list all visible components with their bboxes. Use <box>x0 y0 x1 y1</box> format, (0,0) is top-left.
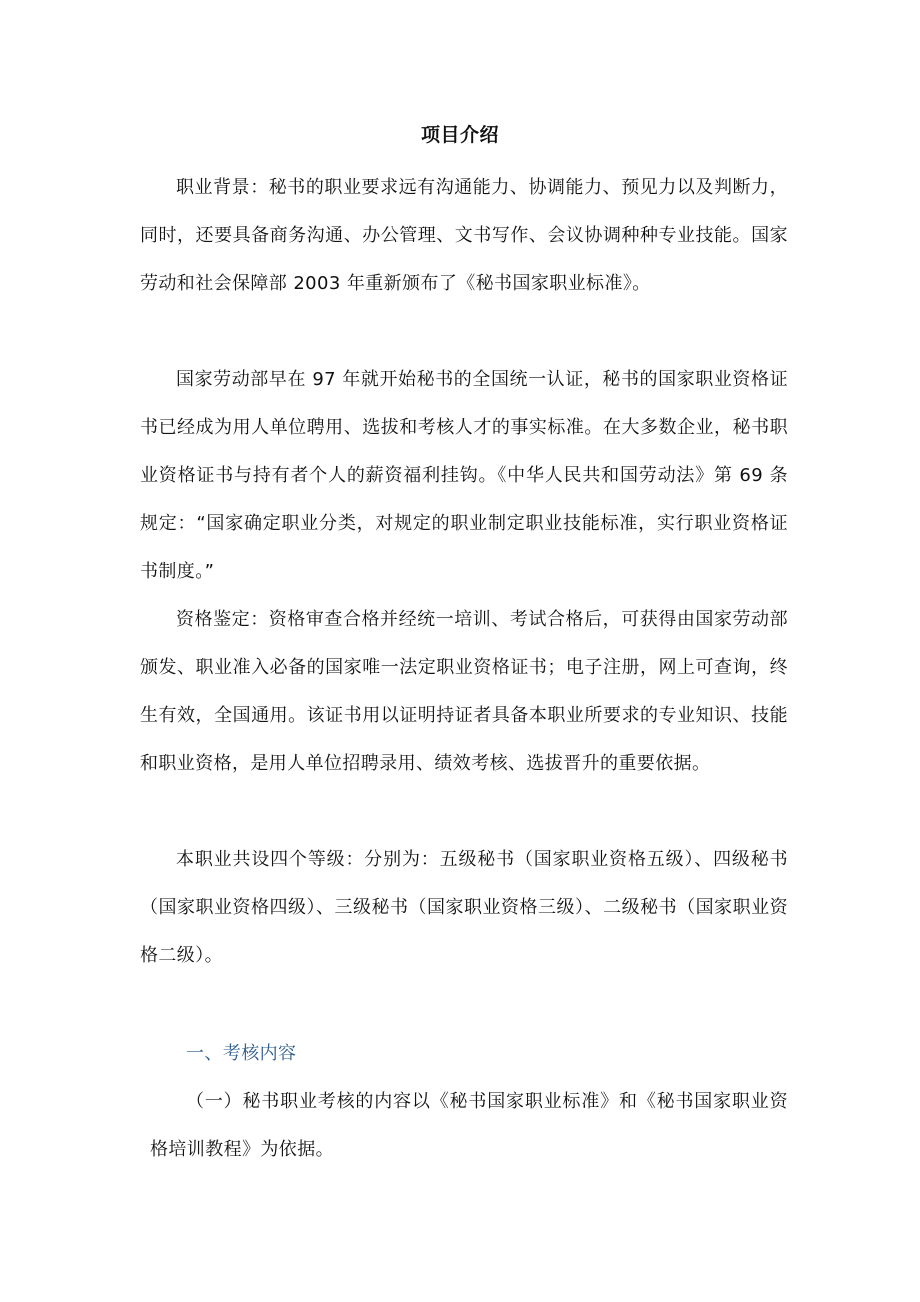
paragraph-certification-history: 国家劳动部早在 97 年就开始秘书的全国统一认证，秘书的国家职业资格证书已经成为用人单位聘用、选拔和考核人才的事实标准。在大多数企业，秘书职业资格证书与持有者个人的薪资福利挂钩。《中华人民共和国劳动法》第 69 条规定：“国家确定职业分类，对规定的职业制定职业技能标准，实行职业资格证书制度。” <box>140 369 788 582</box>
section-heading-assessment-content: 一、考核内容 <box>186 1043 297 1064</box>
paragraph-career-background: 职业背景：秘书的职业要求远有沟通能力、协调能力、预见力以及判断力，同时，还要具备商务沟通、办公管理、文书写作、会议协调种种专业技能。国家劳动和社会保障部 2003 年重新颁布了《秘书国家职业标准》。 <box>140 177 788 294</box>
paragraph-grade-levels: 本职业共设四个等级：分别为：五级秘书（国家职业资格五级）、四级秘书（国家职业资格四级）、三级秘书（国家职业资格三级）、二级秘书（国家职业资格二级）。 <box>140 849 788 966</box>
document-title: 项目介绍 <box>420 124 499 146</box>
paragraph-qualification-assessment: 资格鉴定：资格审查合格并经统一培训、考试合格后，可获得由国家劳动部颁发、职业准入必备的国家唯一法定职业资格证书；电子注册，网上可查询，终生有效，全国通用。该证书用以证明持证者具备本职业所要求的专业知识、技能和职业资格，是用人单位招聘录用、绩效考核、选拔晋升的重要依据。 <box>140 609 788 774</box>
paragraph-assessment-basis: （一）秘书职业考核的内容以《秘书国家职业标准》和《秘书国家职业资格培训教程》为依据。 <box>150 1091 788 1160</box>
